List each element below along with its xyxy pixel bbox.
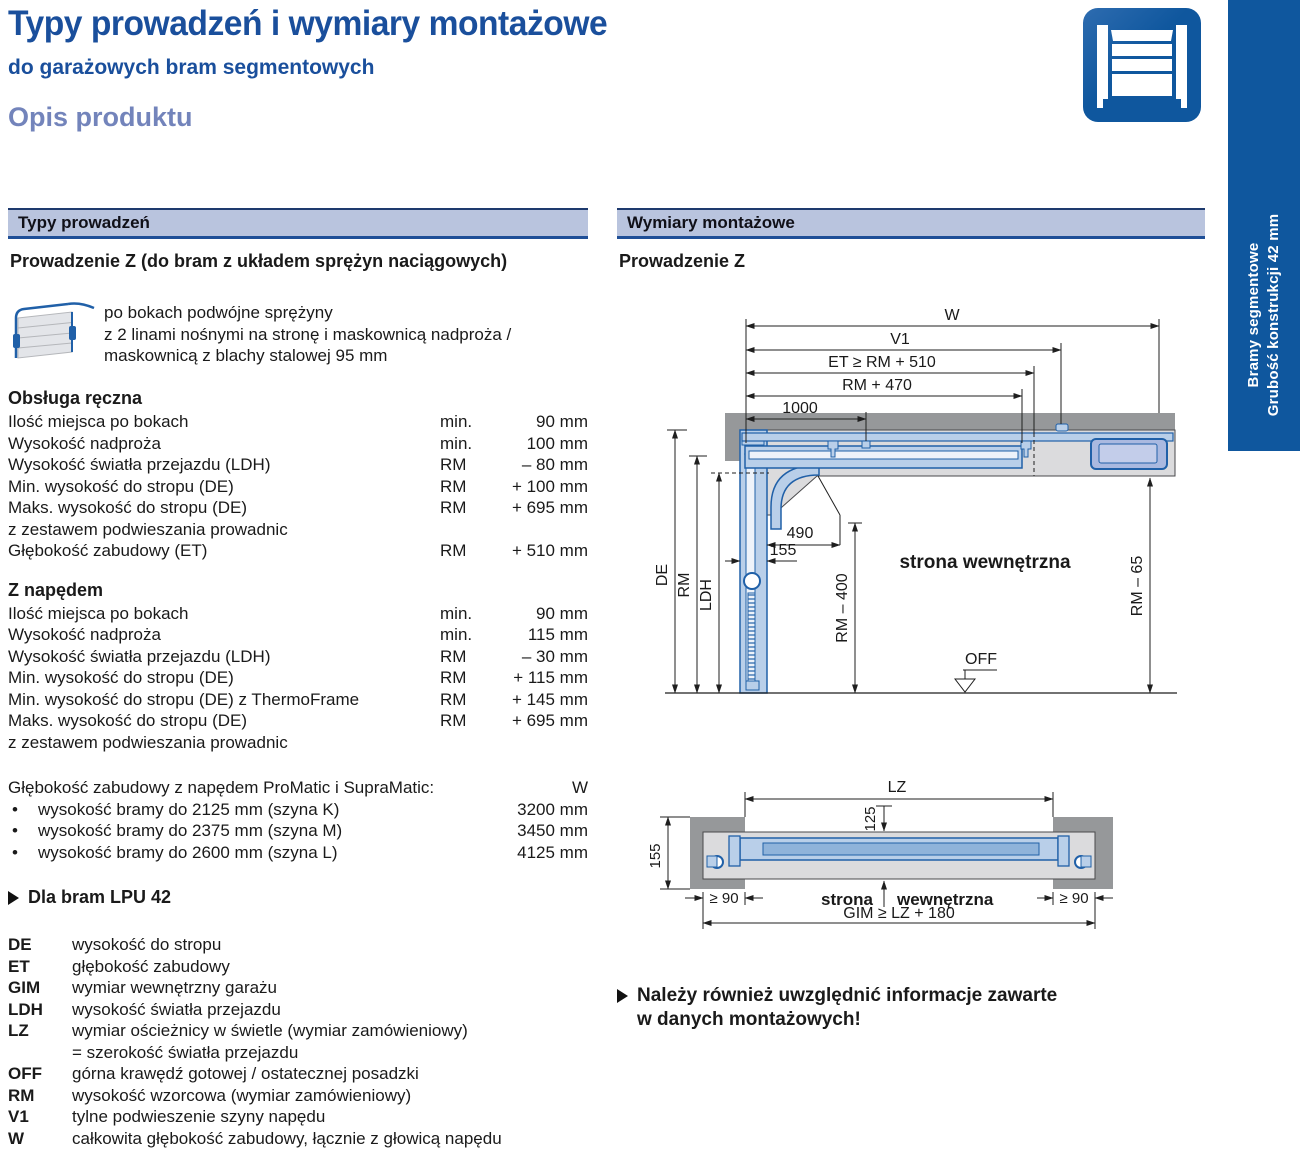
legend-term: LZ (8, 1020, 72, 1042)
spec-label: Maks. wysokość do stropu (DE) (8, 497, 440, 519)
legend-row (8, 1020, 588, 1042)
spec-label: Min. wysokość do stropu (DE) z ThermoFrame (8, 689, 440, 711)
off-label: OFF (965, 651, 997, 668)
legend-def: głębokość zabudowy (72, 956, 588, 978)
dim-ge90-right-label: ≥ 90 (1059, 890, 1088, 907)
spec-value: 115 mm (492, 624, 588, 646)
lintel (725, 430, 740, 461)
spec-value: – 30 mm (492, 646, 588, 668)
legend-def: wymiar wewnętrzny garażu (72, 977, 588, 999)
bullet-icon: • (8, 842, 38, 864)
depth-value: 3200 mm (492, 799, 588, 821)
dim-v1-label: V1 (890, 331, 910, 348)
operator-head-inner (1099, 444, 1157, 463)
tension-spring (748, 593, 755, 681)
legend-def: tylne podwieszenie szyny napędu (72, 1106, 588, 1128)
depth-heading-row (8, 777, 588, 799)
dim-lz-label: LZ (888, 779, 907, 796)
bullet-icon: • (8, 799, 38, 821)
right-column (617, 208, 1205, 272)
page-subtitle: do garażowych bram segmentowych (8, 56, 374, 80)
rail-clip (862, 441, 870, 448)
spec-ref: RM (440, 540, 492, 562)
spec-value: + 145 mm (492, 689, 588, 711)
plan-section-diagram (645, 772, 1205, 947)
spec-row (8, 624, 588, 646)
spec-label: Głębokość zabudowy (ET) (8, 540, 440, 562)
legend-row (8, 1085, 588, 1107)
ceiling-clip (1056, 424, 1068, 431)
spec-ref: min. (440, 433, 492, 455)
track-channel (749, 451, 1018, 459)
spec-row (8, 689, 588, 711)
page-title: Typy prowadzeń i wymiary montażowe (8, 4, 607, 44)
spec-label: Wysokość światła przejazdu (LDH) (8, 646, 440, 668)
spec-label: Ilość miejsca po bokach (8, 411, 440, 433)
spec-row (8, 603, 588, 625)
dim-125-label: 125 (862, 806, 879, 831)
cable-drum (744, 573, 760, 589)
spec-row (8, 497, 588, 519)
intro-line: po bokach podwójne sprężyny (104, 302, 511, 324)
sectional-door-sketch-icon (8, 300, 96, 368)
spec-ref: RM (440, 710, 492, 732)
dim-de-label: DE (654, 564, 671, 586)
legend-def: górna krawędź gotowej / ostatecznej posadzki (72, 1063, 588, 1085)
legend-term: V1 (8, 1106, 72, 1128)
spec-ref: min. (440, 603, 492, 625)
depth-label: wysokość bramy do 2375 mm (szyna M) (38, 820, 492, 842)
depth-label: wysokość bramy do 2125 mm (szyna K) (38, 799, 492, 821)
spec-value: + 510 mm (492, 540, 588, 562)
legend-def: wymiar ościeżnicy w świetle (wymiar zamówieniowy) (72, 1020, 588, 1042)
depth-list (8, 777, 588, 863)
right-subheader: Prowadzenie Z (619, 251, 1205, 272)
intro-line: maskownicą z blachy stalowej 95 mm (104, 345, 511, 367)
left-section-bar: Typy prowadzeń (8, 208, 588, 239)
left-column (8, 208, 588, 1149)
intro-line: z 2 linami nośnymi na stronę i maskownicą nadproża / (104, 324, 511, 346)
dim-ge90-left-label: ≥ 90 (709, 890, 738, 907)
spec-value: + 695 mm (492, 710, 588, 732)
spec-ref: RM (440, 689, 492, 711)
legend-row (8, 956, 588, 978)
inner-dimension-lines (725, 476, 1150, 693)
legend-row (8, 1128, 588, 1149)
depth-heading-value: W (492, 777, 588, 799)
legend-def: wysokość światła przejazdu (72, 999, 588, 1021)
powered-specs-heading: Z napędem (8, 580, 588, 601)
door-leaf-core (763, 843, 1039, 855)
spec-ref: RM (440, 646, 492, 668)
off-datum-icon (955, 670, 997, 692)
triangle-marker-icon (617, 989, 628, 1003)
spec-ref: RM (440, 497, 492, 519)
spec-ref: RM (440, 667, 492, 689)
spec-label: Min. wysokość do stropu (DE) (8, 667, 440, 689)
dim-490-label: 490 (787, 525, 814, 542)
spec-row (8, 646, 588, 668)
depth-row (8, 842, 588, 864)
track-type-intro (8, 300, 588, 368)
left-subheader: Prowadzenie Z (do bram z układem sprężyn naciągowych) (10, 251, 588, 272)
installation-note (617, 984, 1057, 1032)
right-section-bar: Wymiary montażowe (617, 208, 1205, 239)
spec-label: Wysokość światła przejazdu (LDH) (8, 454, 440, 476)
depth-heading: Głębokość zabudowy z napędem ProMatic i SupraMatic: (8, 777, 492, 799)
spec-label: Wysokość nadproża (8, 433, 440, 455)
spec-value: – 80 mm (492, 454, 588, 476)
legend-def: wysokość wzorcowa (wymiar zamówieniowy) (72, 1085, 588, 1107)
dim-rm65-label: RM – 65 (1129, 556, 1146, 617)
spec-note: z zestawem podwieszania prowadnic (8, 519, 588, 541)
legend-term: ET (8, 956, 72, 978)
legend-row (8, 934, 588, 956)
side-tab-line1: Bramy segmentowe (1244, 214, 1264, 417)
depth-label: wysokość bramy do 2600 mm (szyna L) (38, 842, 492, 864)
inner-side-label-1: strona (821, 890, 874, 909)
legend-def: wysokość do stropu (72, 934, 588, 956)
legend-term: W (8, 1128, 72, 1149)
legend-row (8, 977, 588, 999)
spec-value: 90 mm (492, 411, 588, 433)
spec-ref: min. (440, 624, 492, 646)
note-line1: Należy również uwzględnić informacje zawarte (637, 984, 1057, 1008)
section-title: Opis produktu (8, 102, 193, 133)
depth-row (8, 799, 588, 821)
spec-row (8, 476, 588, 498)
dim-rm400-label: RM – 400 (834, 573, 851, 642)
dim-155-label: 155 (647, 843, 664, 868)
dim-rm470-label: RM + 470 (842, 377, 912, 394)
triangle-marker-icon (8, 891, 19, 905)
powered-specs-table (8, 603, 588, 754)
bullet-icon: • (8, 820, 38, 842)
spec-value: 90 mm (492, 603, 588, 625)
spec-ref: min. (440, 411, 492, 433)
legend-term: RM (8, 1085, 72, 1107)
legend-def2: = szerokość światła przejazdu (72, 1042, 588, 1064)
legend-def: całkowita głębokość zabudowy, łącznie z głowicą napędu (72, 1128, 588, 1149)
dim-et-label: ET ≥ RM + 510 (828, 354, 936, 371)
depth-value: 3450 mm (492, 820, 588, 842)
spec-row (8, 454, 588, 476)
dim-1000-label: 1000 (782, 400, 818, 417)
spec-value: + 115 mm (492, 667, 588, 689)
dim-gim-label: GIM ≥ LZ + 180 (843, 905, 955, 922)
note-line2: w danych montażowych! (637, 1008, 1057, 1032)
manual-specs-heading: Obsługa ręczna (8, 388, 588, 409)
spec-value: + 100 mm (492, 476, 588, 498)
spec-row (8, 667, 588, 689)
depth-row (8, 820, 588, 842)
dim-ldh-label: LDH (698, 579, 715, 611)
legend-term: GIM (8, 977, 72, 999)
spec-label: Wysokość nadproża (8, 624, 440, 646)
spec-ref: RM (440, 454, 492, 476)
spec-row (8, 540, 588, 562)
dim-w-label: W (944, 307, 960, 324)
dim-155-label: 155 (770, 542, 797, 559)
spec-row (8, 411, 588, 433)
spec-row (8, 433, 588, 455)
legend-row (8, 1063, 588, 1085)
garage-door-icon (1083, 8, 1201, 127)
legend-row (8, 1042, 588, 1064)
inner-side-label-2: wewnętrzna (896, 890, 994, 909)
legend-term (8, 1042, 72, 1064)
spec-value: 100 mm (492, 433, 588, 455)
side-tab-text (1244, 214, 1284, 417)
side-tab-line2: Grubość konstrukcji 42 mm (1264, 214, 1284, 417)
spec-label: Ilość miejsca po bokach (8, 603, 440, 625)
legend-row (8, 1106, 588, 1128)
legend-term: DE (8, 934, 72, 956)
depth-value: 4125 mm (492, 842, 588, 864)
spec-row (8, 710, 588, 732)
spec-label: Maks. wysokość do stropu (DE) (8, 710, 440, 732)
track-type-description (104, 300, 511, 368)
side-section-diagram (645, 293, 1205, 710)
lpu-note-text: Dla bram LPU 42 (28, 887, 171, 908)
manual-specs-table (8, 411, 588, 562)
side-tab (1228, 0, 1300, 451)
spec-value: + 695 mm (492, 497, 588, 519)
abbreviation-legend (8, 934, 588, 1149)
legend-row (8, 999, 588, 1021)
spec-ref: RM (440, 476, 492, 498)
bottom-bracket (746, 681, 759, 690)
legend-term: LDH (8, 999, 72, 1021)
legend-term: OFF (8, 1063, 72, 1085)
spec-label: Min. wysokość do stropu (DE) (8, 476, 440, 498)
inner-side-label: strona wewnętrzna (899, 552, 1070, 573)
lpu-note (8, 887, 588, 908)
dim-rm-label: RM (676, 573, 693, 598)
spec-note: z zestawem podwieszania prowadnic (8, 732, 588, 754)
